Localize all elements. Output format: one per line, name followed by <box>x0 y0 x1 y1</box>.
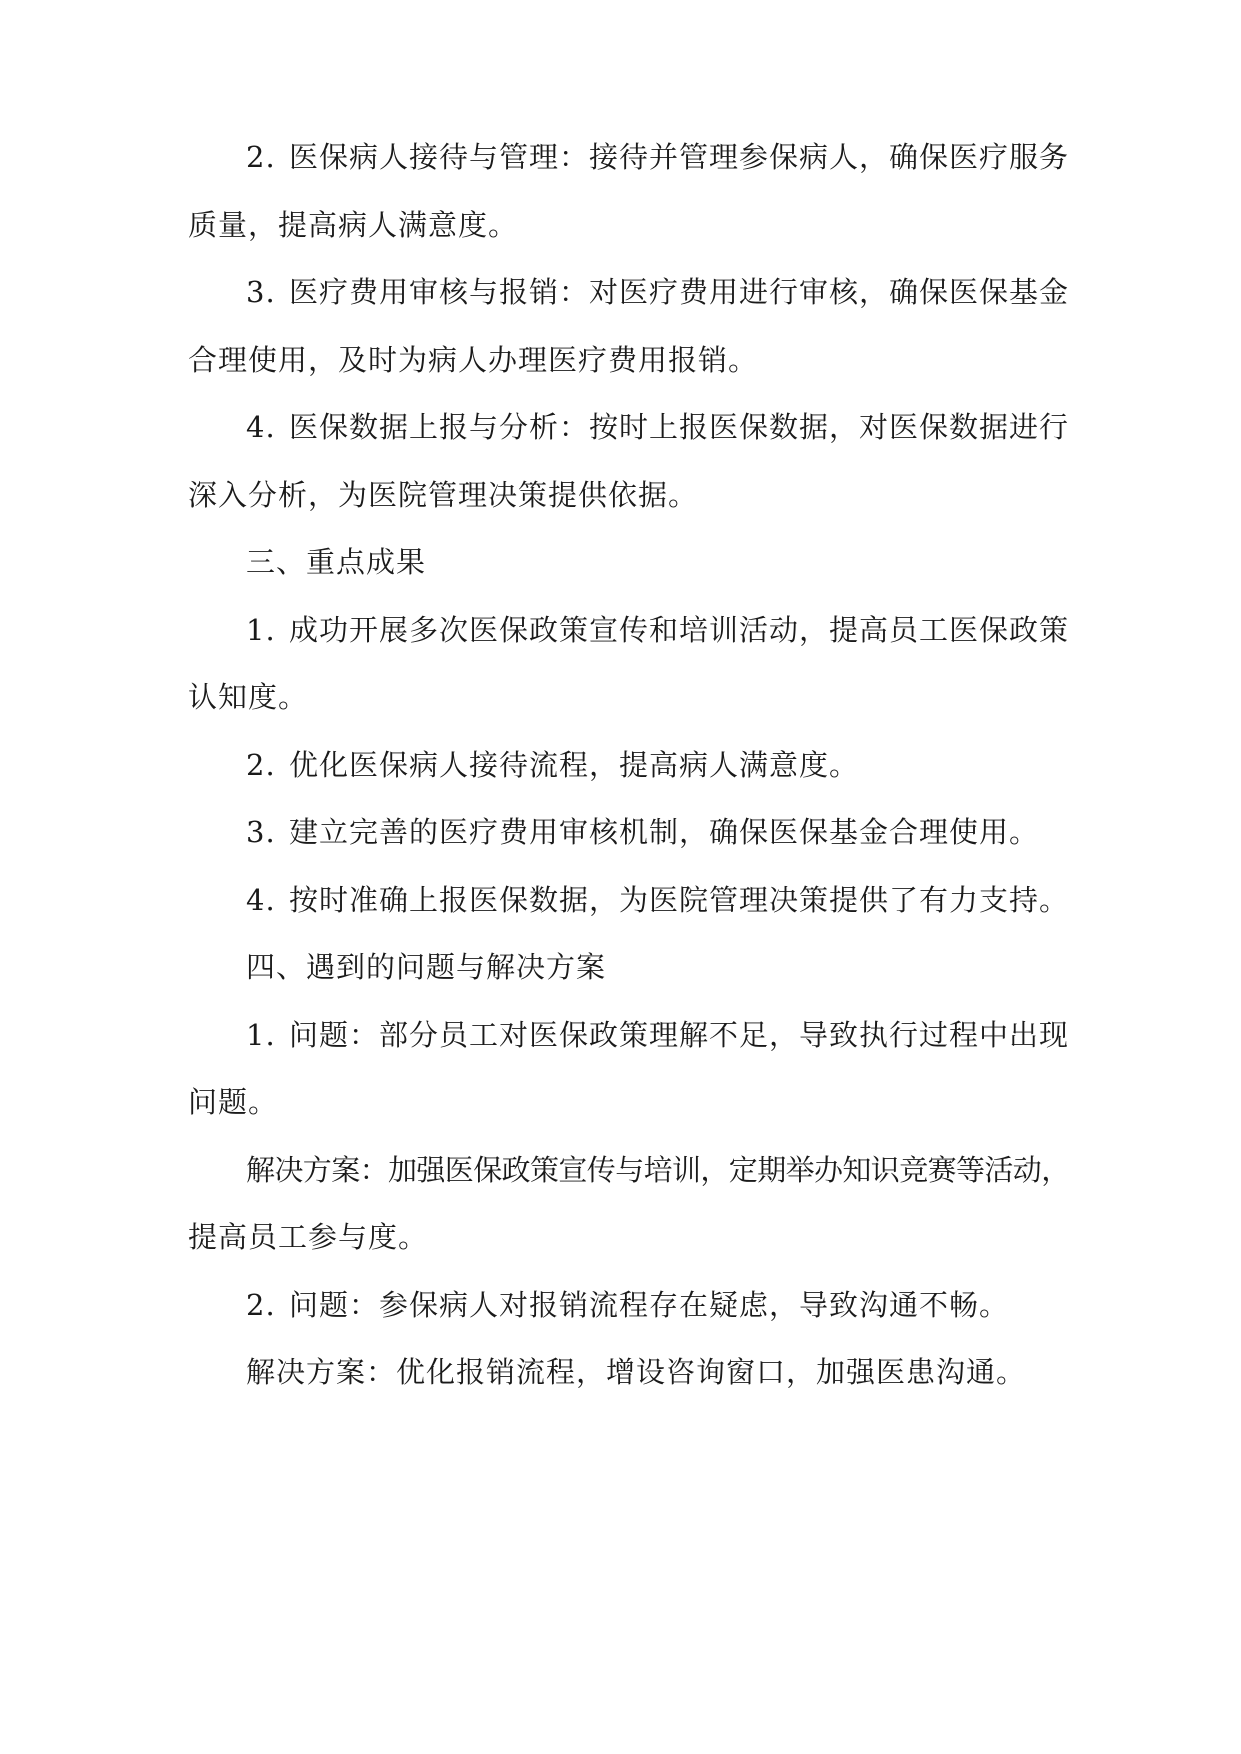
list-item <box>188 608 1114 649</box>
section-heading: 三、重点成果 <box>246 545 427 579</box>
list-item <box>188 135 1114 176</box>
list-item <box>188 405 1114 446</box>
item-text: 建立完善的医疗费用审核机制，确保医保基金合理使用。 <box>289 815 1040 849</box>
solution-paragraph: 解决方案：加强医保政策宣传与培训，定期举办知识竞赛等活动， <box>246 1153 1070 1187</box>
item-number: 3. <box>246 815 276 849</box>
item-number: 2. <box>246 748 276 782</box>
item-number: 4. <box>246 410 276 444</box>
item-text: 医保病人接待与管理：接待并管理参保病人，确保医疗服务 <box>289 140 1070 174</box>
continuation-line: 质量，提高病人满意度。 <box>188 208 519 242</box>
continuation-line: 提高员工参与度。 <box>188 1220 429 1254</box>
item-number: 2. <box>246 1288 276 1322</box>
continuation-line: 深入分析，为医院管理决策提供依据。 <box>188 478 699 512</box>
list-item <box>188 743 1114 784</box>
item-number: 3. <box>246 275 276 309</box>
section-heading: 四、遇到的问题与解决方案 <box>246 950 607 984</box>
item-text: 问题：参保病人对报销流程存在疑虑，导致沟通不畅。 <box>289 1288 1010 1322</box>
continuation-line: 合理使用，及时为病人办理医疗费用报销。 <box>188 343 759 377</box>
list-item <box>188 1013 1114 1054</box>
item-text: 成功开展多次医保政策宣传和培训活动，提高员工医保政策 <box>289 613 1070 647</box>
item-number: 2. <box>246 140 276 174</box>
item-text: 医保数据上报与分析：按时上报医保数据，对医保数据进行 <box>289 410 1070 444</box>
continuation-line: 认知度。 <box>188 680 309 714</box>
solution-paragraph: 解决方案：优化报销流程，增设咨询窗口，加强医患沟通。 <box>246 1355 1027 1389</box>
item-text: 问题：部分员工对医保政策理解不足，导致执行过程中出现 <box>289 1018 1070 1052</box>
list-item <box>188 810 1114 851</box>
item-text: 按时准确上报医保数据，为医院管理决策提供了有力支持。 <box>289 883 1070 917</box>
continuation-line: 问题。 <box>188 1085 279 1119</box>
item-text: 医疗费用审核与报销：对医疗费用进行审核，确保医保基金 <box>289 275 1070 309</box>
item-number: 1. <box>246 613 276 647</box>
item-text: 优化医保病人接待流程，提高病人满意度。 <box>289 748 860 782</box>
item-number: 4. <box>246 883 276 917</box>
list-item <box>188 270 1114 311</box>
list-item <box>188 1283 1114 1324</box>
item-number: 1. <box>246 1018 276 1052</box>
list-item <box>188 878 1114 919</box>
